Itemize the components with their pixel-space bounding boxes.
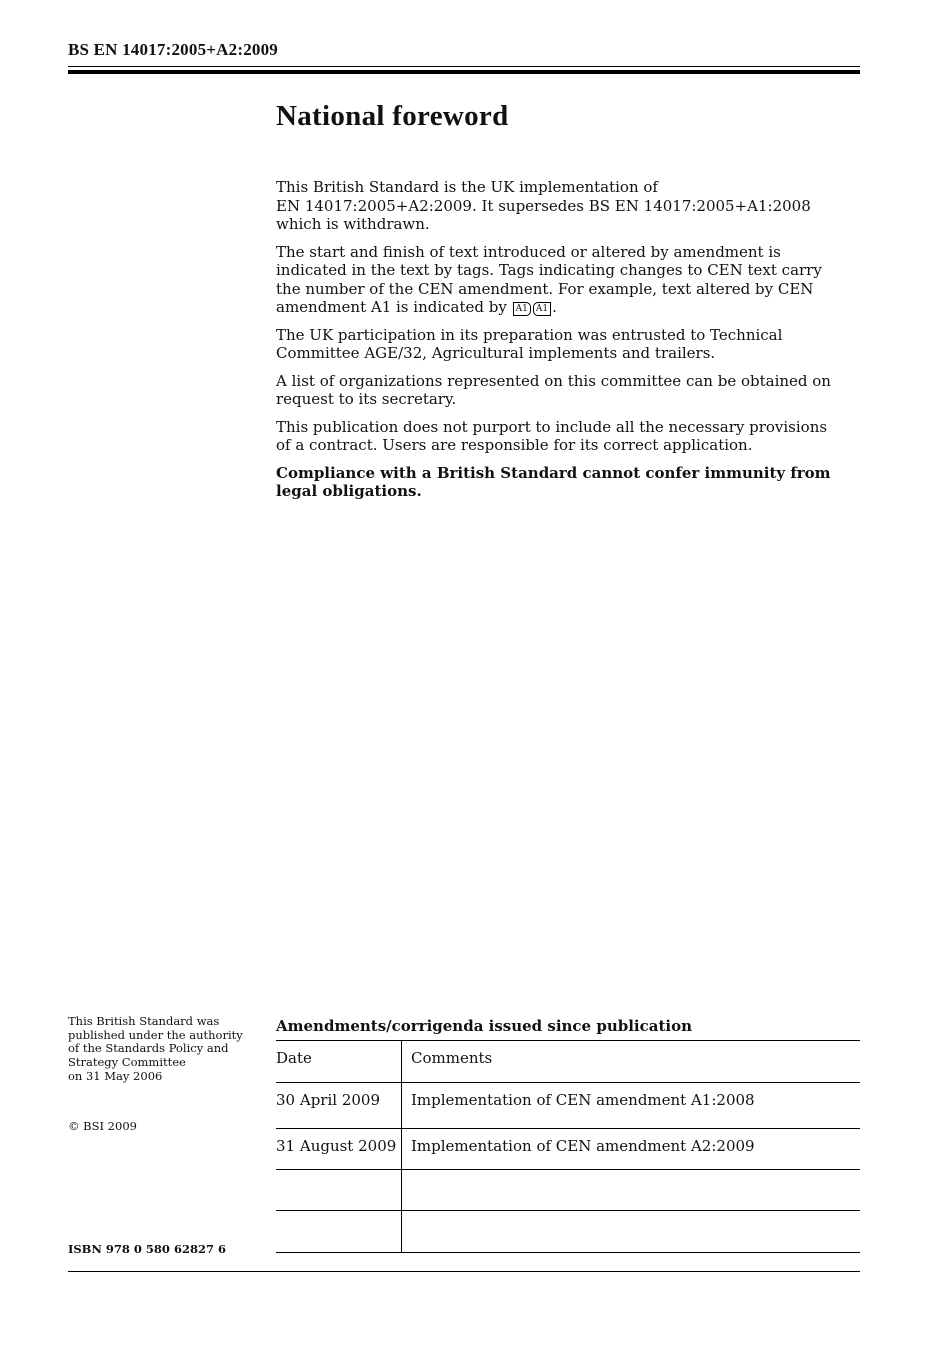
amendment-close-tag-icon: A1 xyxy=(533,302,551,316)
table-row xyxy=(276,1083,860,1129)
paragraph-committee: The UK participation in its preparation was entrusted to Technical Committee AGE/32, Agricultural implements and trailers. xyxy=(276,325,783,362)
footer-rule xyxy=(68,1271,860,1272)
column-header-date: Date xyxy=(276,1041,402,1083)
row-comment: Implementation of CEN amendment A1:2008 xyxy=(402,1083,861,1129)
row-comment xyxy=(402,1170,861,1211)
isbn: ISBN 978 0 580 62827 6 xyxy=(68,1242,226,1256)
column-header-comments: Comments xyxy=(402,1041,861,1083)
publication-note: This British Standard was published under the authority of the Standards Policy and Strategy Committee on 31 May 2006 xyxy=(68,1014,243,1083)
paragraph-amendment-tags: The start and finish of text introduced or altered by amendment is indicated in the text by tags. Tags indicating changes to CEN text carry the number of the CEN amendment. For example, text altered by CEN amendment A1 is indicated by A1 A1 . xyxy=(276,242,822,316)
document-code: BS EN 14017:2005+A2:2009 xyxy=(68,40,278,59)
row-date: 31 August 2009 xyxy=(276,1129,402,1170)
row-date: 30 April 2009 xyxy=(276,1083,402,1129)
amendment-open-tag-icon: A1 xyxy=(513,302,531,316)
header-rule-thick xyxy=(68,70,860,74)
paragraph-implementation: This British Standard is the UK implementation of EN 14017:2005+A2:2009. It supersedes BS EN 14017:2005+A1:2008 which is withdrawn. xyxy=(276,178,811,233)
foreword-body xyxy=(276,178,846,510)
row-comment: Implementation of CEN amendment A2:2009 xyxy=(402,1129,861,1170)
row-date xyxy=(276,1211,402,1253)
table-row xyxy=(276,1129,860,1170)
header-rule-thin xyxy=(68,66,860,67)
table-header-row xyxy=(276,1041,860,1083)
row-comment xyxy=(402,1211,861,1253)
paragraph-contract: This publication does not purport to include all the necessary provisions of a contract. Users are responsible for its correct application. xyxy=(276,417,828,454)
paragraph-compliance: Compliance with a British Standard cannot confer immunity from legal obligations. xyxy=(276,463,831,500)
amendments-heading: Amendments/corrigenda issued since publication xyxy=(276,1017,692,1035)
copyright: © BSI 2009 xyxy=(68,1119,137,1133)
table-row xyxy=(276,1211,860,1253)
paragraph-organizations: A list of organizations represented on this committee can be obtained on request to its secretary. xyxy=(276,371,831,408)
amendments-table xyxy=(276,1040,860,1253)
row-date xyxy=(276,1170,402,1211)
table-row xyxy=(276,1170,860,1211)
page-title: National foreword xyxy=(276,100,509,132)
